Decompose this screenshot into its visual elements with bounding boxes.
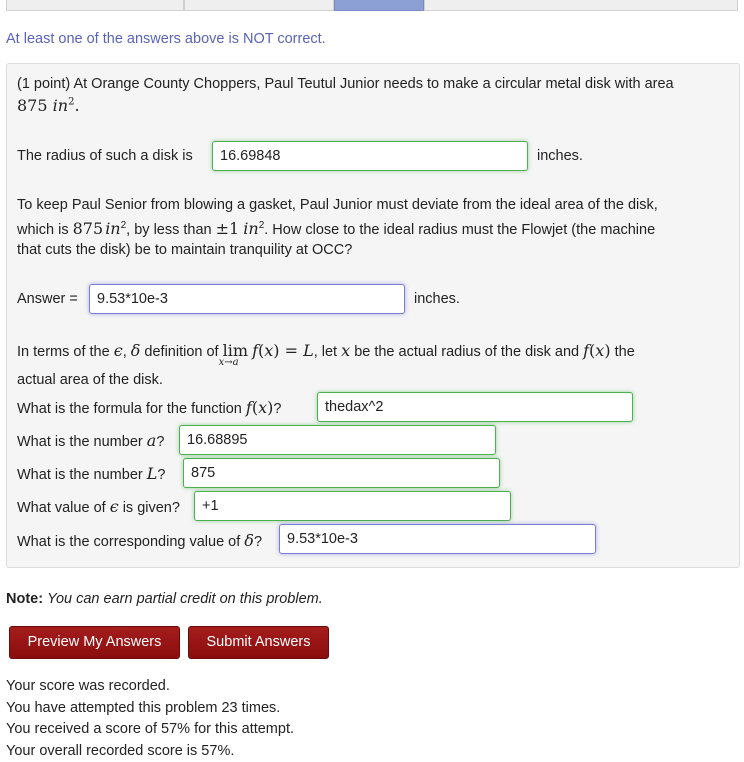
problem-body xyxy=(6,63,740,568)
area-expression: 875 $in^2$. xyxy=(17,96,80,115)
para2-line2: which is 875 $in^2$, by less than ±1 $in^2$. How close to the ideal radius must the Flowjet (the machine xyxy=(17,219,656,238)
para2-tolerance: ±1 xyxy=(215,219,240,238)
q-eps-suffix: is given? xyxy=(122,500,180,516)
eps-intro-post: , let xyxy=(313,344,338,360)
q-a-text: What is the number xyxy=(17,434,143,450)
para2-line1: To keep Paul Senior from blowing a gasket, Paul Junior must deviate from the ideal area of the disk, xyxy=(17,197,658,213)
results-cell xyxy=(424,0,738,11)
eps-intro-pre: In terms of the xyxy=(17,344,110,360)
problem-intro xyxy=(17,76,674,92)
note-label: Note: xyxy=(6,591,44,607)
epsilon-delta-intro: In terms of the ϵ, δ definition of lim x→a f(x) = L, let x be the actual radius of the disk and f(x) the xyxy=(17,341,635,368)
q-func-text: What is the formula for the function xyxy=(17,401,242,417)
score-line: Your overall recorded score is 57%. xyxy=(6,742,235,759)
preview-answers-button[interactable]: Preview My Answers xyxy=(9,626,180,659)
radius-prompt: The radius of such a disk is xyxy=(17,148,193,164)
para2-mid: , by less than xyxy=(126,222,212,238)
radius-unit: inches. xyxy=(537,148,583,164)
radius-answer-input[interactable]: 16.69848 xyxy=(212,141,528,171)
answer-unit: inches. xyxy=(414,291,460,307)
function-answer-input[interactable]: thedax^2 xyxy=(317,392,633,422)
L-answer-input[interactable]: 875 xyxy=(183,458,500,488)
question-L: What is the number L? xyxy=(17,464,166,483)
score-summary xyxy=(6,676,294,762)
q-delta-text: What is the corresponding value of xyxy=(17,534,241,550)
question-function: What is the formula for the function f(x)? xyxy=(17,398,282,417)
question-a: What is the number a? xyxy=(17,431,165,450)
eps-intro-post2: be the actual radius of the disk and xyxy=(354,344,580,360)
para2-post: . How close to the ideal radius must the Flowjet (the machine xyxy=(264,222,656,238)
problem-points: (1 point) xyxy=(17,76,71,92)
area-exponent: 2 xyxy=(68,96,75,108)
results-table-strip xyxy=(6,0,738,12)
delta-value-answer-input[interactable]: 9.53*10e-3 xyxy=(279,524,596,554)
q-L-text: What is the number xyxy=(17,467,143,483)
score-line: You received a score of 57% for this attempt. xyxy=(6,721,295,738)
results-cell-highlight xyxy=(334,0,424,11)
partial-credit-note xyxy=(6,591,323,607)
para2-area-value: 875 xyxy=(72,219,104,238)
score-line: Your score was recorded. xyxy=(6,678,170,694)
status-message: At least one of the answers above is NOT correct. xyxy=(6,31,326,47)
eps-intro-post3: the xyxy=(614,344,635,360)
epsilon-answer-input[interactable]: +1 xyxy=(194,491,511,521)
question-epsilon: What value of ϵ is given? xyxy=(17,497,180,516)
q-eps-text: What value of xyxy=(17,500,106,516)
problem-intro-text: At Orange County Choppers, Paul Teutul Junior needs to make a circular metal disk with area xyxy=(73,76,674,92)
para2-line3: that cuts the disk) be to maintain tranquility at OCC? xyxy=(17,242,353,258)
question-delta: What is the corresponding value of δ? xyxy=(17,531,263,550)
results-cell xyxy=(6,0,184,11)
answer-label: Answer = xyxy=(17,291,78,307)
results-cell xyxy=(184,0,334,11)
note-text: You can earn partial credit on this problem. xyxy=(47,591,323,607)
area-unit: in xyxy=(52,96,69,115)
para2-pre: which is xyxy=(17,222,69,238)
a-answer-input[interactable]: 16.68895 xyxy=(179,425,496,455)
score-line: You have attempted this problem 23 times. xyxy=(6,699,281,716)
submit-answers-button[interactable]: Submit Answers xyxy=(188,626,329,659)
eps-intro-line2: actual area of the disk. xyxy=(17,372,163,388)
eps-intro-mid: definition of xyxy=(144,344,219,360)
area-value: 875 xyxy=(17,96,48,115)
delta-answer-input[interactable]: 9.53*10e-3 xyxy=(89,284,405,314)
